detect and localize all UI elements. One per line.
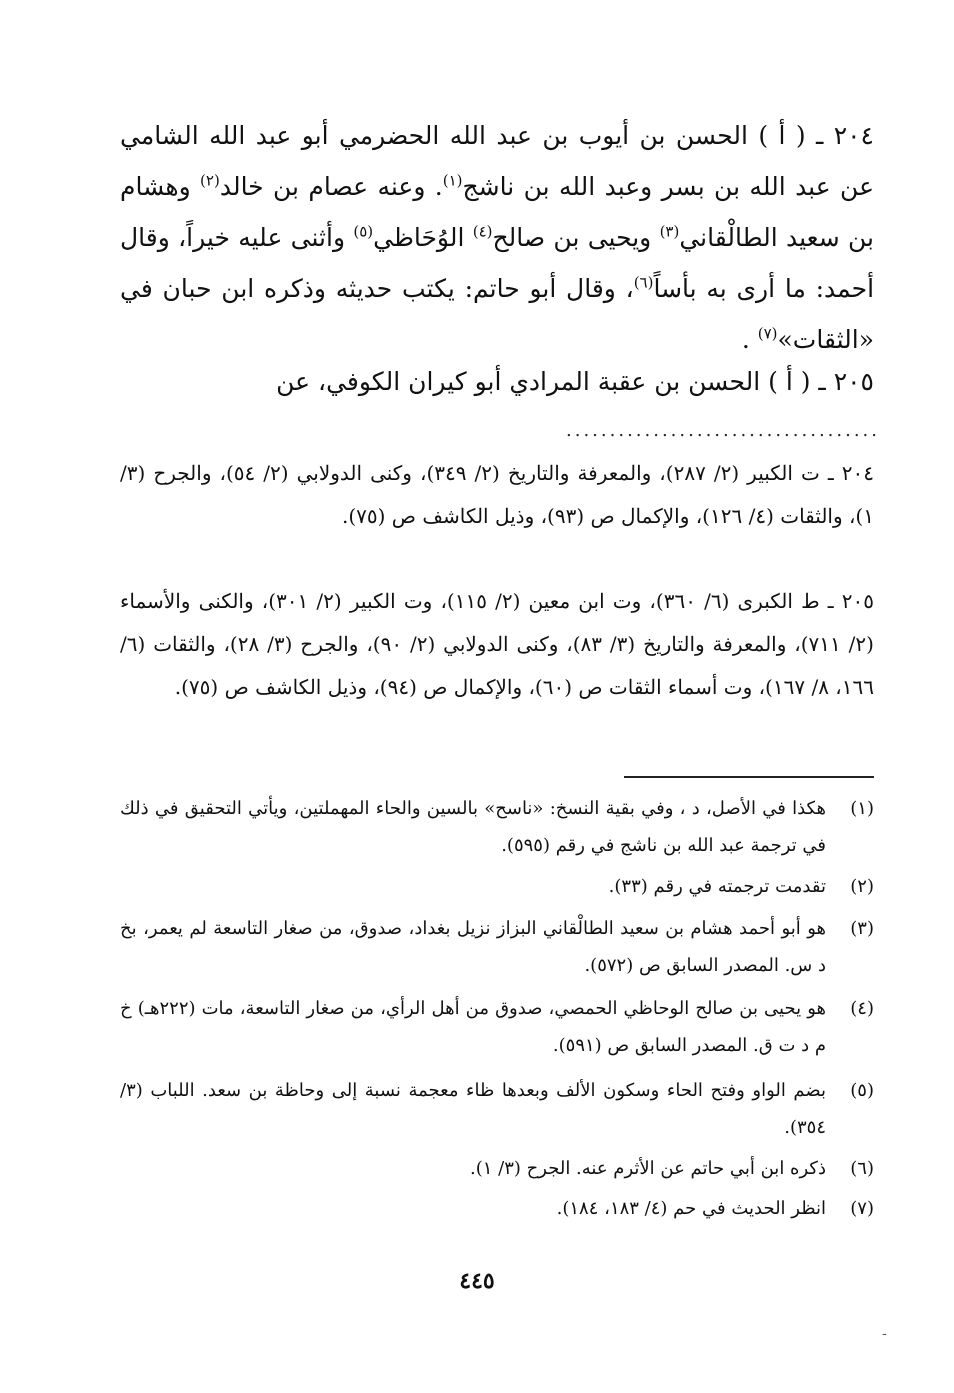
reference-205: ٢٠٥ ـ ط الكبرى (٦/ ٣٦٠)، وت ابن معين (٢/ ١١٥)، وت الكبير (٢/ ٣٠١)، والكنى والأسماء (٢/ ٧١١)، والمعرفة والتاريخ (٣/ ٨٣)، وكنى الدولابي (٢/ ٩٠)، والجرح (٣/ ٢٨)، والثقات (٦/ ١٦٦، ٨/ ١٦٧)، وت أسماء الثقات ص (٦٠)، والإكمال ص (٩٤)، وذيل الكاشف ص (٧٥).: [120, 589, 874, 699]
footnote-ref-1[interactable]: (١): [442, 171, 463, 190]
footnote-number: (٣): [850, 918, 874, 939]
footnote-6: [120, 1150, 874, 1187]
corner-mark: -: [882, 1326, 887, 1342]
footnote-ref-4[interactable]: (٤): [472, 222, 493, 241]
entry-204-text: وهشام بن سعيد الطالْقاني: [120, 172, 874, 252]
entry-204-text: ٢٠٤ ـ ( أ ) الحسن بن أيوب بن عبد الله الحضرمي أبو عبد الله الشامي عن عبد الله بن بسر وعبد الله بن ناشج: [120, 121, 874, 201]
reference-204: ٢٠٤ ـ ت الكبير (٢/ ٢٨٧)، والمعرفة والتاريخ (٢/ ٣٤٩)، وكنى الدولابي (٢/ ٥٤)، والجرح (٣/ ١)، والثقات (٤/ ١٢٦)، والإكمال ص (٩٣)، وذيل الكاشف ص (٧٥).: [120, 461, 874, 528]
footnote-3: [120, 910, 874, 984]
entry-204-text: .: [741, 325, 758, 354]
footnote-4: [120, 990, 874, 1064]
entry-204: [120, 110, 874, 365]
footnote-ref-2[interactable]: (٢): [200, 171, 220, 190]
footnote-ref-3[interactable]: (٣): [659, 222, 680, 241]
entry-204-text: ، وقال أبو حاتم: يكتب حديثه وذكره ابن حبان في «الثقات»: [120, 274, 874, 354]
footnote-ref-6[interactable]: (٦): [633, 273, 654, 292]
entry-204-text: . وعنه عصام بن خالد: [219, 172, 443, 201]
entry-204-text: الوُحَاظي: [373, 223, 473, 252]
footnote-number: (٥): [850, 1080, 874, 1101]
entry-205: [120, 356, 874, 407]
footnote-number: (٢): [850, 876, 874, 897]
entry-204-text: ويحيى بن صالح: [492, 223, 660, 252]
footnote-number: (٤): [850, 998, 874, 1019]
footnote-text: هكذا في الأصل، د ، وفي بقية النسخ: «ناسح» بالسين والحاء المهملتين، ويأتي التحقيق في ذلك في ترجمة عبد الله بن ناشج في رقم (٥٩٥).: [120, 798, 826, 856]
footnote-text: ذكره ابن أبي حاتم عن الأثرم عنه. الجرح (٣/ ١).: [470, 1158, 826, 1179]
footnote-5: [120, 1072, 874, 1146]
footnote-ref-5[interactable]: (٥): [353, 222, 374, 241]
footnote-number: (٧): [850, 1198, 874, 1219]
footnote-text: بضم الواو وفتح الحاء وسكون الألف وبعدها ظاء معجمة نسبة إلى وحاظة بن سعد. اللباب (٣/ ٣٥٤).: [120, 1080, 826, 1138]
footnote-number: (١): [850, 798, 874, 819]
footnote-divider: [624, 776, 874, 778]
footnote-2: [120, 868, 874, 905]
footnote-number: (٦): [850, 1158, 874, 1179]
footnote-7: [120, 1190, 874, 1227]
footnote-text: انظر الحديث في حم (٤/ ١٨٣، ١٨٤).: [556, 1198, 826, 1219]
footnote-ref-7[interactable]: (٧): [757, 324, 778, 343]
footnote-text: هو يحيى بن صالح الوحاظي الحمصي، صدوق من أهل الرأي، من صغار التاسعة، مات (٢٢٢هـ) خ م د ت ق. المصدر السابق ص (٥٩١).: [120, 998, 826, 1056]
entry-205-text: ٢٠٥ ـ ( أ ) الحسن بن عقبة المرادي أبو كيران الكوفي، عن: [276, 367, 874, 396]
footnote-1: [120, 790, 874, 864]
page-number: ٤٤٥: [459, 1268, 495, 1294]
separator-dots: ....................................: [566, 420, 880, 441]
footnote-text: تقدمت ترجمته في رقم (٣٣).: [608, 876, 826, 897]
footnote-text: هو أبو أحمد هشام بن سعيد الطالْقاني البزاز نزيل بغداد، صدوق، من صغار التاسعة لم يعمر، بخ د س. المصدر السابق ص (٥٧٢).: [120, 918, 826, 976]
entry-204-text: وأثنى عليه خيراً، وقال أحمد: ما أرى به بأساً: [120, 223, 875, 303]
